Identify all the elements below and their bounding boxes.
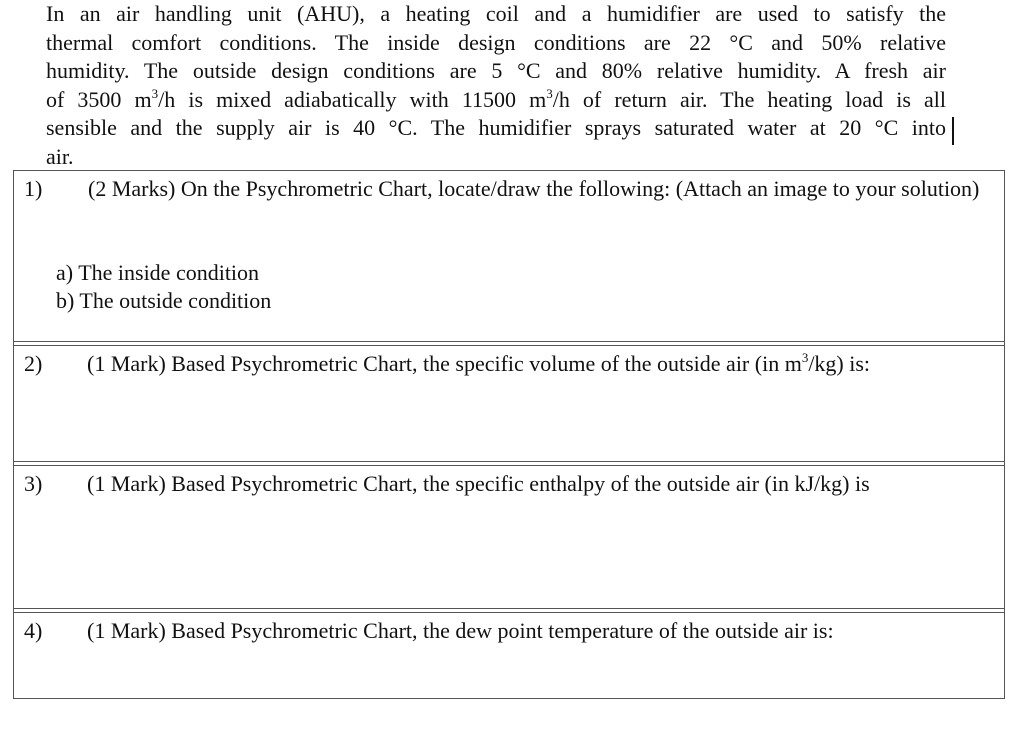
- question-row-1[interactable]: [14, 171, 1004, 342]
- problem-line-4-a: of 3500 m: [46, 86, 152, 112]
- question-row-4[interactable]: [14, 612, 1004, 699]
- problem-line-4: [46, 86, 946, 115]
- question-row-2[interactable]: [14, 345, 1004, 462]
- questions-table: [13, 170, 1005, 699]
- sub-item-b: b) The outside condition: [56, 288, 272, 313]
- question-text: (1 Mark) Based Psychrometric Chart, the specific enthalpy of the outside air (in kJ/kg) is: [87, 471, 870, 496]
- question-row-3[interactable]: [14, 465, 1004, 609]
- question-text-a: (1 Mark) Based Psychrometric Chart, the specific volume of the outside air (in m: [87, 351, 802, 376]
- question-number: 4): [24, 618, 43, 643]
- question-number: 1): [24, 176, 43, 201]
- question-text: [87, 350, 870, 378]
- problem-line-4-b: /h is mixed adiabatically with 11500 m: [158, 86, 547, 112]
- sub-item-a: a) The inside condition: [56, 260, 260, 285]
- question-text: (1 Mark) Based Psychrometric Chart, the dew point temperature of the outside air is:: [87, 618, 834, 643]
- superscript-3: 3: [801, 350, 809, 365]
- superscript-3: 3: [546, 85, 553, 101]
- text-cursor: [952, 117, 954, 145]
- problem-line-1: In an air handling unit (AHU), a heating coil and a humidifier are used to satisfy the: [46, 1, 946, 26]
- superscript-3: 3: [151, 85, 159, 101]
- question-1: [24, 175, 996, 203]
- question-text-b: /kg) is:: [808, 351, 871, 376]
- question-text: (2 Marks) On the Psychrometric Chart, locate/draw the following: (Attach an image to your solution): [88, 176, 980, 201]
- problem-line-6: air.: [46, 143, 74, 169]
- problem-line-4-c: /h of return air. The heating load is all: [552, 86, 946, 112]
- sub-items: [56, 259, 271, 315]
- problem-line-3: humidity. The outside design conditions are 5 °C and 80% relative humidity. A fresh air: [46, 58, 946, 83]
- problem-statement: [46, 0, 946, 171]
- question-number: 2): [24, 351, 43, 376]
- problem-line-5: sensible and the supply air is 40 °C. The humidifier sprays saturated water at 20 °C into: [46, 115, 946, 140]
- problem-line-2: thermal comfort conditions. The inside design conditions are 22 °C and 50% relative: [46, 29, 946, 55]
- question-number: 3): [24, 471, 43, 496]
